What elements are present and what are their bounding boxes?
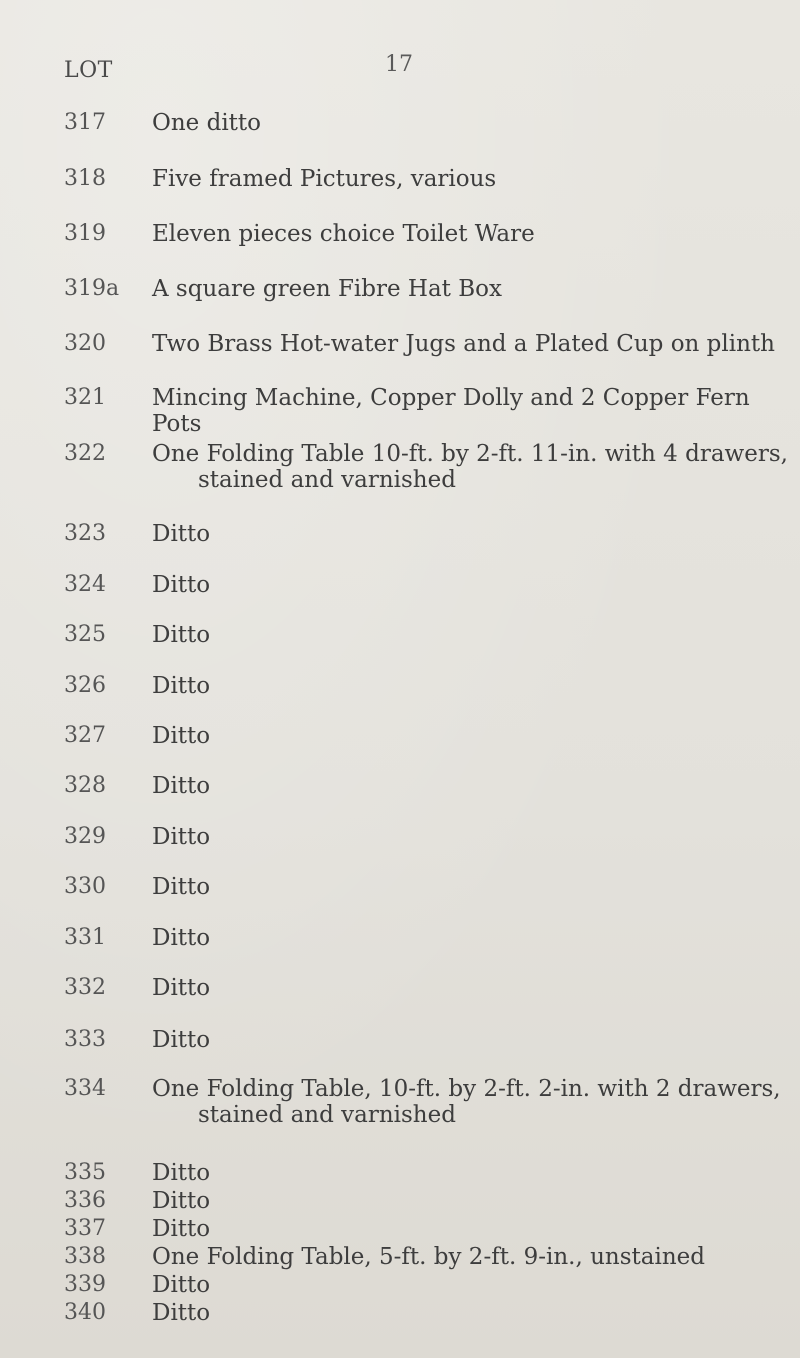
lot-number: 329: [64, 824, 106, 849]
lot-description: Ditto: [152, 673, 211, 699]
lot-description: Ditto: [152, 1216, 211, 1242]
lot-number: 339: [64, 1272, 106, 1297]
lot-number: 319a: [64, 276, 120, 301]
lot-description: Ditto: [152, 1272, 211, 1298]
lot-number: 327: [64, 723, 106, 748]
lot-number: 328: [64, 773, 106, 798]
lot-description: Ditto: [152, 975, 211, 1001]
lot-description: One Folding Table 10-ft. by 2-ft. 11-in. with 4 drawers, stained and varnished: [152, 441, 792, 493]
lot-number: 317: [64, 110, 106, 135]
lot-description: Ditto: [152, 622, 211, 648]
lot-number: 333: [64, 1027, 106, 1052]
lot-number: 323: [64, 521, 106, 546]
lot-description: Ditto: [152, 723, 211, 749]
lot-description: Two Brass Hot-water Jugs and a Plated Cup on plinth: [152, 331, 775, 357]
lot-description: Eleven pieces choice Toilet Ware: [152, 221, 535, 247]
lot-description: One ditto: [152, 110, 262, 136]
lot-number: 337: [64, 1216, 106, 1241]
lot-description: Mincing Machine, Copper Dolly and 2 Copper Fern Pots: [152, 385, 750, 437]
lot-description: Ditto: [152, 521, 211, 547]
lot-description: Ditto: [152, 1300, 211, 1326]
lot-number: 336: [64, 1188, 106, 1213]
lot-number: 326: [64, 673, 106, 698]
lot-description: Ditto: [152, 824, 211, 850]
lot-description: Ditto: [152, 874, 211, 900]
page-number: 17: [385, 52, 413, 77]
lot-number: 332: [64, 975, 106, 1000]
lot-number: 334: [64, 1076, 106, 1101]
lot-description: Ditto: [152, 773, 211, 799]
lot-description: One Folding Table, 5-ft. by 2-ft. 9-in., unstained: [152, 1244, 705, 1270]
lot-number: 330: [64, 874, 106, 899]
lot-number: 340: [64, 1300, 106, 1325]
lot-column-header: LOT: [64, 58, 113, 83]
lot-description: A square green Fibre Hat Box: [152, 276, 502, 302]
lot-number: 325: [64, 622, 106, 647]
lot-description: One Folding Table, 10-ft. by 2-ft. 2-in. with 2 drawers, stained and varnished: [152, 1076, 792, 1128]
lot-number: 320: [64, 331, 106, 356]
lot-description-continued: stained and varnished: [198, 1102, 456, 1128]
lot-description: Five framed Pictures, various: [152, 166, 497, 192]
lot-number: 322: [64, 441, 106, 466]
lot-number: 335: [64, 1160, 106, 1185]
lot-description: Ditto: [152, 925, 211, 951]
lot-number: 319: [64, 221, 106, 246]
lot-description: Ditto: [152, 1027, 211, 1053]
lot-number: 321: [64, 385, 106, 410]
lot-description: Ditto: [152, 1160, 211, 1186]
lot-number: 338: [64, 1244, 106, 1269]
lot-description: Ditto: [152, 1188, 211, 1214]
lot-number: 318: [64, 166, 106, 191]
lot-description-continued: stained and varnished: [198, 467, 456, 493]
lot-description: Ditto: [152, 572, 211, 598]
lot-number: 324: [64, 572, 106, 597]
lot-number: 331: [64, 925, 106, 950]
